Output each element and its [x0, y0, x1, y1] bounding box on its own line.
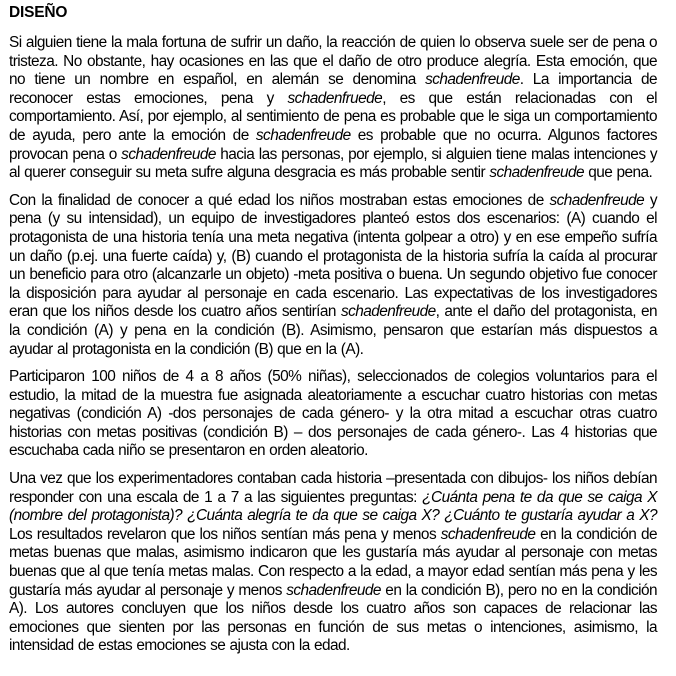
text-segment: Una vez que los experimentadores contaban cada historia –presentada con dibujos- los niños debían responder con una escala de 1 a 7 a las siguientes preguntas:: [9, 470, 657, 506]
text-segment: Participaron 100 niños de 4 a 8 años (50% niñas), seleccionados de colegios voluntarios para el estudio, la mitad de la muestra fue asignada aleatoriamente a escuchar cuatro historias con metas negativas (condición A) -dos personajes de cada género- y la otra mitad a escuchar otras cuatro historias con metas positivas (condición B) – dos personajes de cada género-. Las 4 historias que escuchaba cada niño se presentaron en orden aleatorio.: [9, 368, 657, 460]
paragraph-results: [9, 470, 657, 656]
italic-text-segment: ¿Cuánta pena te da que se caiga X (nombre del protagonista)? ¿Cuánta alegría te da que se caiga X? ¿Cuánto te gustaría ayudar a X?: [9, 488, 657, 525]
text-segment: . La importancia de reconocer estas emociones, pena y: [9, 71, 657, 107]
section-title: DISEÑO: [9, 4, 68, 21]
text-segment: en la condición B), pero no en la condición A). Los autores concluyen que los niños desde los cuatro años son capaces de relacionar las emociones que sienten por las personas en función de sus metas o intenciones, asimismo, la intensidad de estas emociones se ajusta con la edad.: [9, 581, 658, 655]
italic-text-segment: schadenfreude: [340, 303, 436, 321]
text-segment: Con la finalidad de conocer a qué edad los niños mostraban estas emociones de: [9, 191, 550, 209]
text-segment: es probable que no ocurra. Algunos factores provocan pena o: [9, 126, 658, 163]
text-segment: que pena.: [584, 164, 653, 182]
text-segment: Los resultados revelaron que los niños sentían más pena y menos: [9, 525, 441, 543]
text-segment: , es que están relacionadas con el comportamiento. Así, por ejemplo, al sentimiento de pena es probable que le siga un comportamiento de ayuda, pero ante la emoción de: [9, 89, 657, 144]
text-segment: hacia las personas, por ejemplo, si alguien tiene malas intenciones y al querer conseguir su meta sufre alguna desgracia es más probable sentir: [9, 145, 658, 182]
document-page: [9, 3, 657, 665]
italic-text-segment: schadenfreude: [440, 525, 536, 543]
italic-text-segment: schadenfreude: [425, 71, 520, 89]
paragraph-objectives: [9, 192, 657, 359]
paragraph-introduction: [9, 34, 657, 183]
italic-text-segment: schadenfreude: [489, 164, 585, 182]
paragraph-participants: [9, 368, 657, 461]
text-segment: Si alguien tiene la mala fortuna de sufrir un daño, la reacción de quien lo observa suele ser de pena o tristeza. No obstante, hay ocasiones en las que el daño de otro produce alegría. Esta emoción, que no tiene un nombre en español, en alemán se denomina: [9, 34, 657, 89]
italic-text-segment: schadenfreude: [255, 126, 351, 144]
italic-text-segment: schadenfreude: [549, 191, 645, 209]
text-segment: , ante el daño del protagonista, en la condición (A) y pena en la condición (B). Asimismo, pensaron que estarían más dispuestos a ayudar al protagonista en la condición (B) que en la (A).: [9, 303, 658, 358]
italic-text-segment: schadenfreude: [121, 145, 216, 163]
text-segment: en la condición de metas buenas que malas, asimismo indicaron que les gustaría más ayudar al personaje con metas buenas que al que tenía metas malas. Con respecto a la edad, a mayor edad sentían más pena y les gustaría más ayudar al personaje y menos: [9, 525, 657, 599]
text-segment: y pena (y su intensidad), un equipo de investigadores planteó estos dos escenarios: (A) cuando el protagonista de una historia tenía una meta negativa (intenta golpear a otro) y en ese empeño sufría un daño (p.ej. una fuerte caída) y, (B) cuando el protagonista de la historia sufría la caída al procurar un beneficio para otro (alcanzarle un objeto) -meta positiva o buena. Un segundo objetivo fue conocer la disposición para ayudar al personaje en cada escenario. Las expectativas de los investigadores eran que los niños desde los cuatro años sentirían: [9, 191, 658, 321]
italic-text-segment: schadenfreude: [286, 581, 381, 599]
italic-text-segment: schadenfruede: [287, 89, 383, 107]
